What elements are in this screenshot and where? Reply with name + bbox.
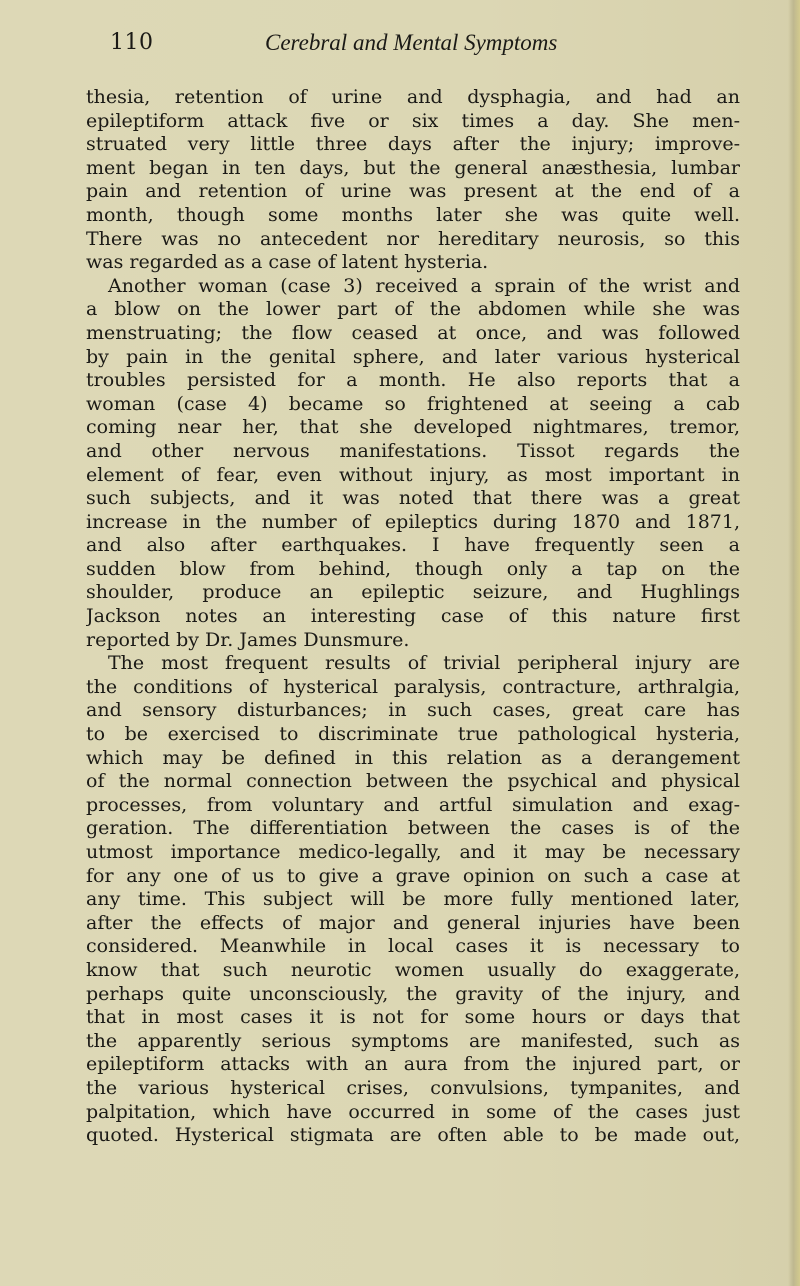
text-line: ment began in ten days, but the general anæsthesia, lumbar	[86, 156, 740, 179]
text-line: element of fear, even without injury, as most important in	[86, 463, 740, 486]
text-line: which may be defined in this relation as a derangement	[86, 746, 740, 769]
page-edge	[788, 0, 800, 1286]
text-line: quoted. Hysterical stigmata are often able to be made out,	[86, 1124, 740, 1147]
body-text	[86, 86, 740, 1148]
text-line: palpitation, which have occurred in some of the cases just	[86, 1100, 740, 1123]
text-line: and other nervous manifestations. Tissot regards the	[86, 439, 740, 462]
text-line: troubles persisted for a month. He also reports that a	[86, 369, 740, 392]
text-line: and sensory disturbances; in such cases, great care has	[86, 699, 740, 722]
text-line: after the effects of major and general injuries have been	[86, 911, 740, 934]
text-line: of the normal connection between the psychical and physical	[86, 770, 740, 793]
running-title: Cerebral and Mental Symptoms	[265, 30, 558, 55]
text-line: by pain in the genital sphere, and later various hysterical	[86, 345, 740, 368]
text-line: thesia, retention of urine and dysphagia, and had an	[86, 86, 740, 108]
text-line: considered. Meanwhile in local cases it is necessary to	[86, 935, 740, 958]
text-line: increase in the number of epileptics during 1870 and 1871,	[86, 510, 740, 533]
text-line: epileptiform attack five or six times a day. She men-	[86, 109, 740, 132]
text-line: There was no antecedent nor hereditary neurosis, so this	[86, 227, 740, 250]
text-line: and also after earthquakes. I have frequently seen a	[86, 534, 740, 557]
text-line: know that such neurotic women usually do exaggerate,	[86, 958, 740, 981]
text-line: pain and retention of urine was present at the end of a	[86, 180, 740, 203]
text-line: that in most cases it is not for some hours or days that	[86, 1006, 740, 1029]
text-line: to be exercised to discriminate true pathological hysteria,	[86, 723, 740, 746]
text-line: for any one of us to give a grave opinion on such a case at	[86, 864, 740, 887]
text-line: utmost importance medico-legally, and it may be necessary	[86, 841, 740, 863]
text-line: Jackson notes an interesting case of this nature first	[86, 605, 740, 628]
page-header	[110, 30, 750, 66]
text-line: month, though some months later she was quite well.	[86, 203, 740, 226]
text-line: epileptiform attacks with an aura from the injured part, or	[86, 1053, 740, 1076]
text-line: sudden blow from behind, though only a tap on the	[86, 557, 740, 580]
text-line: perhaps quite unconsciously, the gravity of the injury, and	[86, 982, 740, 1005]
text-line: reported by Dr. James Dunsmure.	[86, 628, 410, 651]
text-line: menstruating; the flow ceased at once, and was followed	[86, 321, 740, 344]
text-line: The most frequent results of trivial peripheral injury are	[108, 652, 740, 675]
text-line: was regarded as a case of latent hysteria.	[86, 251, 489, 274]
text-line: Another woman (case 3) received a sprain of the wrist and	[108, 274, 740, 297]
text-line: processes, from voluntary and artful simulation and exag-	[86, 793, 740, 816]
text-line: woman (case 4) became so frightened at seeing a cab	[86, 392, 740, 415]
text-line: the apparently serious symptoms are manifested, such as	[86, 1029, 740, 1052]
text-line: the various hysterical crises, convulsions, tympanites, and	[86, 1076, 740, 1099]
text-line: the conditions of hysterical paralysis, contracture, arthralgia,	[86, 675, 740, 698]
text-line: shoulder, produce an epileptic seizure, and Hughlings	[86, 581, 740, 604]
text-line: a blow on the lower part of the abdomen while she was	[86, 298, 740, 321]
text-line: any time. This subject will be more fully mentioned later,	[86, 888, 740, 911]
page-number: 110	[110, 30, 154, 55]
text-line: struated very little three days after the injury; improve-	[86, 133, 740, 156]
text-line: geration. The differentiation between the cases is of the	[86, 817, 740, 840]
text-line: coming near her, that she developed nightmares, tremor,	[86, 416, 740, 439]
text-line: such subjects, and it was noted that there was a great	[86, 487, 740, 510]
